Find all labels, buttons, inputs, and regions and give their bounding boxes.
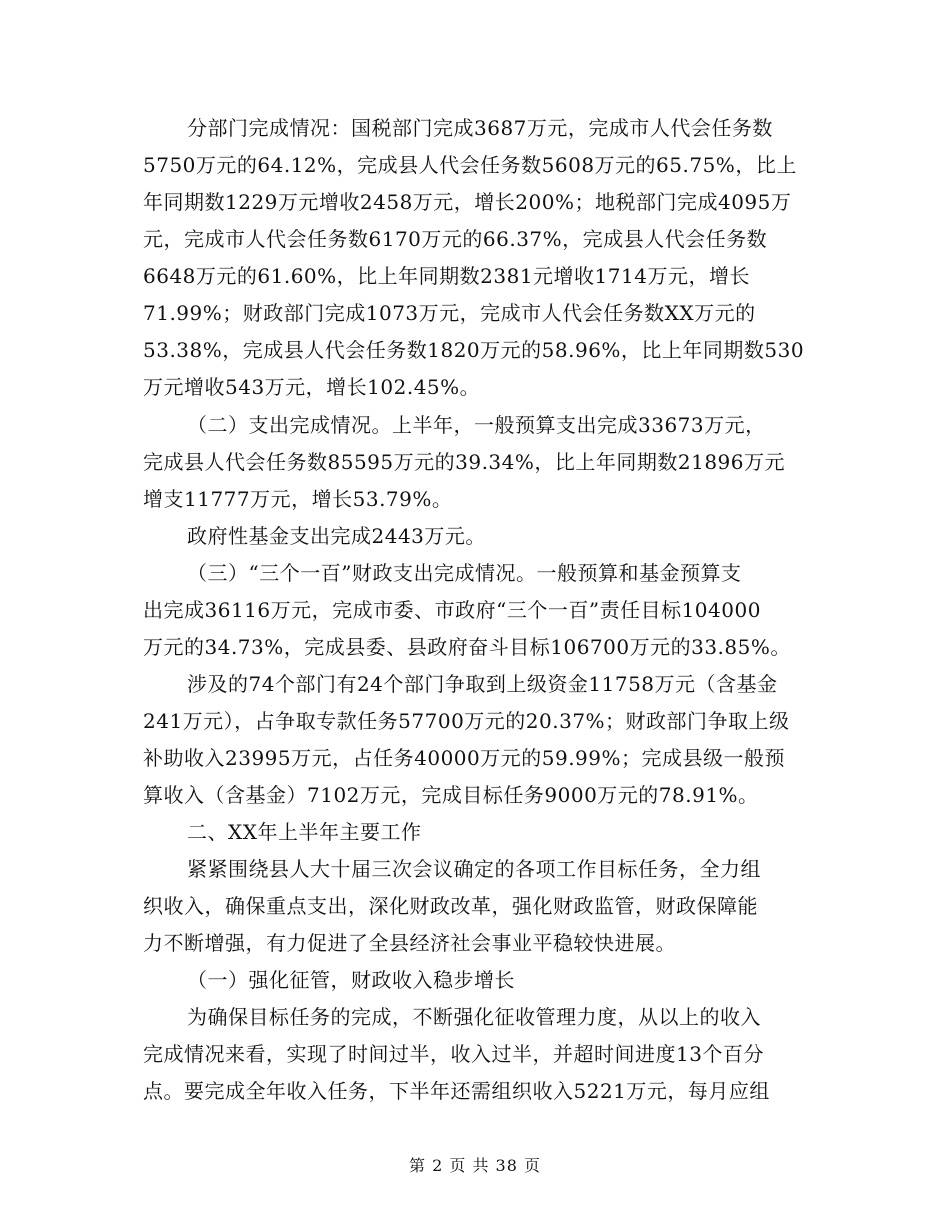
text-line: 完成县人代会任务数85595万元的39.34%，比上年同期数21896万元 <box>143 450 786 474</box>
text-line: 万元的34.73%，完成县委、县政府奋斗目标106700万元的33.85%。 <box>143 635 791 659</box>
text-line: 5750万元的64.12%，完成县人代会任务数5608万元的65.75%，比上 <box>143 153 797 177</box>
text-line: 力不断增强，有力促进了全县经济社会事业平稳较快进展。 <box>143 931 676 955</box>
text-line: 点。要完成全年收入任务，下半年还需组织收入5221万元，每月应组 <box>143 1079 770 1103</box>
text-line: 算收入（含基金）7102万元，完成目标任务9000万元的78.91%。 <box>143 783 759 807</box>
text-line: 为确保目标任务的完成，不断强化征收管理力度，从以上的收入 <box>187 1005 761 1029</box>
text-line: 年同期数1229万元增收2458万元，增长200%；地税部门完成4095万 <box>143 190 792 214</box>
text-line: 53.38%，完成县人代会任务数1820万元的58.96%，比上年同期数530 <box>143 338 805 362</box>
section-heading: （二）支出完成情况。上半年，一般预算支出完成33673万元， <box>187 413 766 437</box>
text-line: 出完成36116万元，完成市委、市政府“三个一百”责任目标104000 <box>143 598 761 622</box>
text-line: 完成情况来看，实现了时间过半，收入过半，并超时间进度13个百分 <box>143 1042 764 1066</box>
text-line: 6648万元的61.60%，比上年同期数2381元增收1714万元，增长 <box>143 264 750 288</box>
text-line: 政府性基金支出完成2443万元。 <box>187 524 486 548</box>
text-line: 涉及的74个部门有24个部门争取到上级资金11758万元（含基金 <box>187 672 778 696</box>
text-line: 71.99%；财政部门完成1073万元，完成市人代会任务数XX万元的 <box>143 301 756 325</box>
section-heading: 二、XX年上半年主要工作 <box>187 820 422 844</box>
text-line: 241万元），占争取专款任务57700万元的20.37%；财政部门争取上级 <box>143 709 790 733</box>
section-heading: （一）强化征管，财政收入稳步增长 <box>187 968 515 992</box>
text-line: 元，完成市人代会任务数6170万元的66.37%，完成县人代会任务数 <box>143 227 768 251</box>
page-number-footer: 第 2 页 共 38 页 <box>409 1156 541 1175</box>
section-heading: （三）“三个一百”财政支出完成情况。一般预算和基金预算支 <box>187 561 742 585</box>
text-line: 补助收入23995万元，占任务40000万元的59.99%；完成县级一般预 <box>143 746 786 770</box>
text-line: 增支11777万元，增长53.79%。 <box>143 487 453 511</box>
text-line: 紧紧围绕县人大十届三次会议确定的各项工作目标任务，全力组 <box>187 857 761 881</box>
text-line: 织收入，确保重点支出，深化财政改革，强化财政监管，财政保障能 <box>143 894 758 918</box>
text-line: 分部门完成情况：国税部门完成3687万元，完成市人代会任务数 <box>187 116 773 140</box>
text-line: 万元增收543万元，增长102.45%。 <box>143 375 481 399</box>
